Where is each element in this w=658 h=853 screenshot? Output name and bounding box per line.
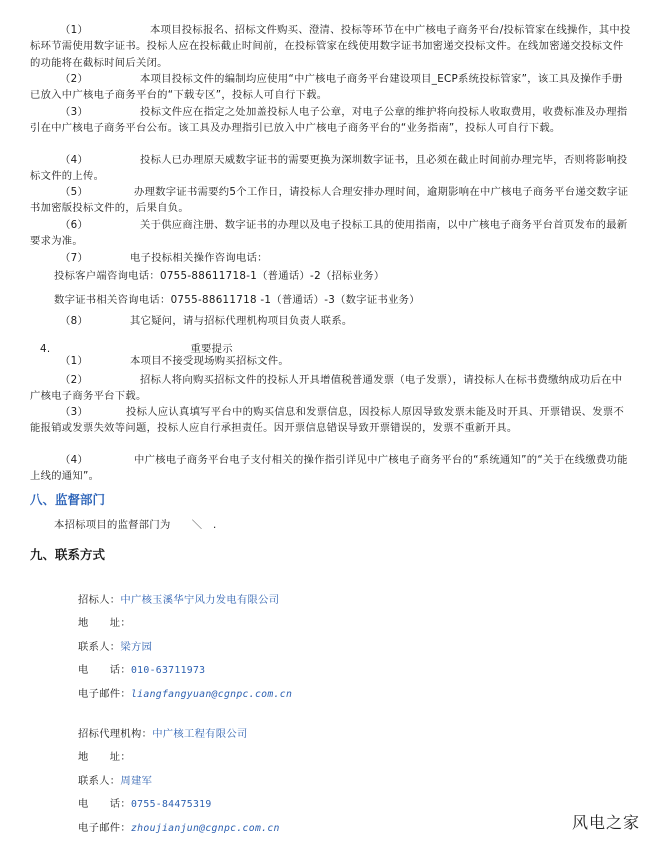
- agent-contact: 周建军: [120, 775, 153, 787]
- agent-contact-row: [78, 772, 152, 787]
- label: 招标代理机构：: [78, 728, 153, 740]
- label: 地 址：: [78, 617, 131, 629]
- label: 电子邮件：: [78, 688, 131, 700]
- agent-phone: 0755-84475319: [130, 799, 212, 810]
- tip-4: [30, 452, 632, 485]
- tenderer-address-row: [78, 614, 131, 629]
- tip-text: 中广核电子商务平台电子支付相关的操作指引详见中广核电子商务平台的“系统通知”的“关于在线缴费功能上线的通知”。: [30, 454, 628, 483]
- agent-name: 中广核工程有限公司: [152, 728, 248, 740]
- item-text: 关于供应商注册、数字证书的办理以及电子投标工具的使用指南，以中广核电子商务平台首页发布的最新要求为准。: [30, 219, 628, 248]
- tenderer-email[interactable]: liangfangyuan@cgnpc.com.cn: [130, 689, 293, 700]
- item-text: 电子投标相关操作咨询电话：: [130, 252, 268, 264]
- tip-3: [30, 404, 632, 437]
- section-9-title: 九、联系方式: [30, 547, 106, 562]
- tip-text: 招标人将向购买招标文件的投标人开具增值税普通发票（电子发票），请投标人在标书费缴纳成功后在中广核电子商务平台下载。: [30, 374, 623, 403]
- phone-cert-line: 数字证书相关咨询电话：0755-88611718 -1（普通话）-3（数字证书业务）: [54, 294, 420, 306]
- item-number: （6）: [60, 219, 89, 231]
- phone-client-line: 投标客户端咨询电话：0755-88611718-1（普通话）-2（招标业务）: [54, 270, 385, 282]
- item-number: （3）: [60, 106, 89, 118]
- tenderer-phone: 010-63711973: [130, 665, 206, 676]
- tenderer-phone-row: [78, 661, 205, 676]
- item-number: （5）: [60, 186, 89, 198]
- item-text: 投标文件应在指定之处加盖投标人电子公章，对电子公章的维护将向投标人收取费用，收费标准及办理指引在中广核电子商务平台公布。该工具及办理指引已放入中广核电子商务平台的“业务指南”，投标人可自行下载。: [30, 106, 628, 135]
- label: 电 话：: [78, 664, 131, 676]
- item-4: [30, 152, 632, 185]
- agent-name-row: [78, 725, 248, 740]
- supervision-text: 本招标项目的监督部门为 ＼ .: [54, 519, 217, 531]
- site-watermark: 风电之家: [572, 813, 641, 832]
- agent-address-row: [78, 748, 131, 763]
- tenderer-name: 中广核玉溪华宁风力发电有限公司: [120, 594, 280, 606]
- item-text: 本项目投标文件的编制均应使用“中广核电子商务平台建设项目_ECP系统投标管家”，该工具及操作手册已放入中广核电子商务平台的“下载专区”，投标人可自行下载。: [30, 73, 623, 102]
- item-text: 投标人已办理原天威数字证书的需要更换为深圳数字证书，且必须在截止时间前办理完毕，否则将影响投标文件的上传。: [30, 154, 628, 183]
- item-number: （7）: [60, 252, 89, 264]
- label: 招标人：: [78, 594, 121, 606]
- item-7: [30, 250, 632, 266]
- item-number: （2）: [60, 73, 89, 85]
- tenderer-contact: 梁方园: [120, 641, 153, 653]
- item-1: [30, 22, 632, 71]
- label: 联系人：: [78, 641, 121, 653]
- label: 联系人：: [78, 775, 121, 787]
- item-text: 本项目投标报名、招标文件购买、澄清、投标等环节在中广核电子商务平台/投标管家在线操作，其中投标环节需使用数字证书。投标人应在投标截止时间前，在投标管家在线使用数字证书加密递交投标文件。在线加密递交投标文件的功能将在截标时间后关闭。: [30, 24, 631, 69]
- label: 电子邮件：: [78, 822, 131, 834]
- item-number: （8）: [60, 315, 89, 327]
- item-number: （1）: [60, 24, 89, 36]
- tip-number: （3）: [60, 406, 89, 418]
- tip-1: [30, 353, 632, 369]
- item-number: （4）: [60, 154, 89, 166]
- tip-number: （2）: [60, 374, 89, 386]
- tenderer-contact-row: [78, 638, 152, 653]
- tip-text: 投标人应认真填写平台中的购买信息和发票信息，因投标人原因导致发票未能及时开具、开票错误、发票不能报销或发票失效等问题，投标人应自行承担责任。因开票信息错误导致开票错误的，发票不重新开具。: [30, 406, 625, 435]
- tip-2: [30, 372, 632, 405]
- agent-email[interactable]: zhoujianjun@cgnpc.com.cn: [130, 823, 280, 834]
- tip-text: 本项目不接受现场购买招标文件。: [130, 355, 289, 367]
- item-text: 其它疑问，请与招标代理机构项目负责人联系。: [130, 315, 353, 327]
- tip-number: （4）: [60, 454, 89, 466]
- item-text: 办理数字证书需要约5个工作日，请投标人合理安排办理时间，逾期影响在中广核电子商务平台递交数字证书加密版投标文件的，后果自负。: [30, 186, 629, 215]
- section-number: 4.: [40, 343, 51, 355]
- tenderer-email-row: [78, 685, 292, 700]
- item-3: [30, 104, 632, 137]
- item-5: [30, 184, 632, 217]
- label: 电 话：: [78, 798, 131, 810]
- tenderer-name-row: [78, 591, 279, 606]
- agent-email-row: [78, 819, 280, 834]
- agent-phone-row: [78, 795, 212, 810]
- label: 地 址：: [78, 751, 131, 763]
- item-8: [30, 313, 632, 329]
- item-2: [30, 71, 632, 104]
- item-6: [30, 217, 632, 250]
- tip-number: （1）: [60, 355, 89, 367]
- section-title: 重要提示: [190, 343, 233, 355]
- section-8-title: 八、监督部门: [30, 492, 106, 507]
